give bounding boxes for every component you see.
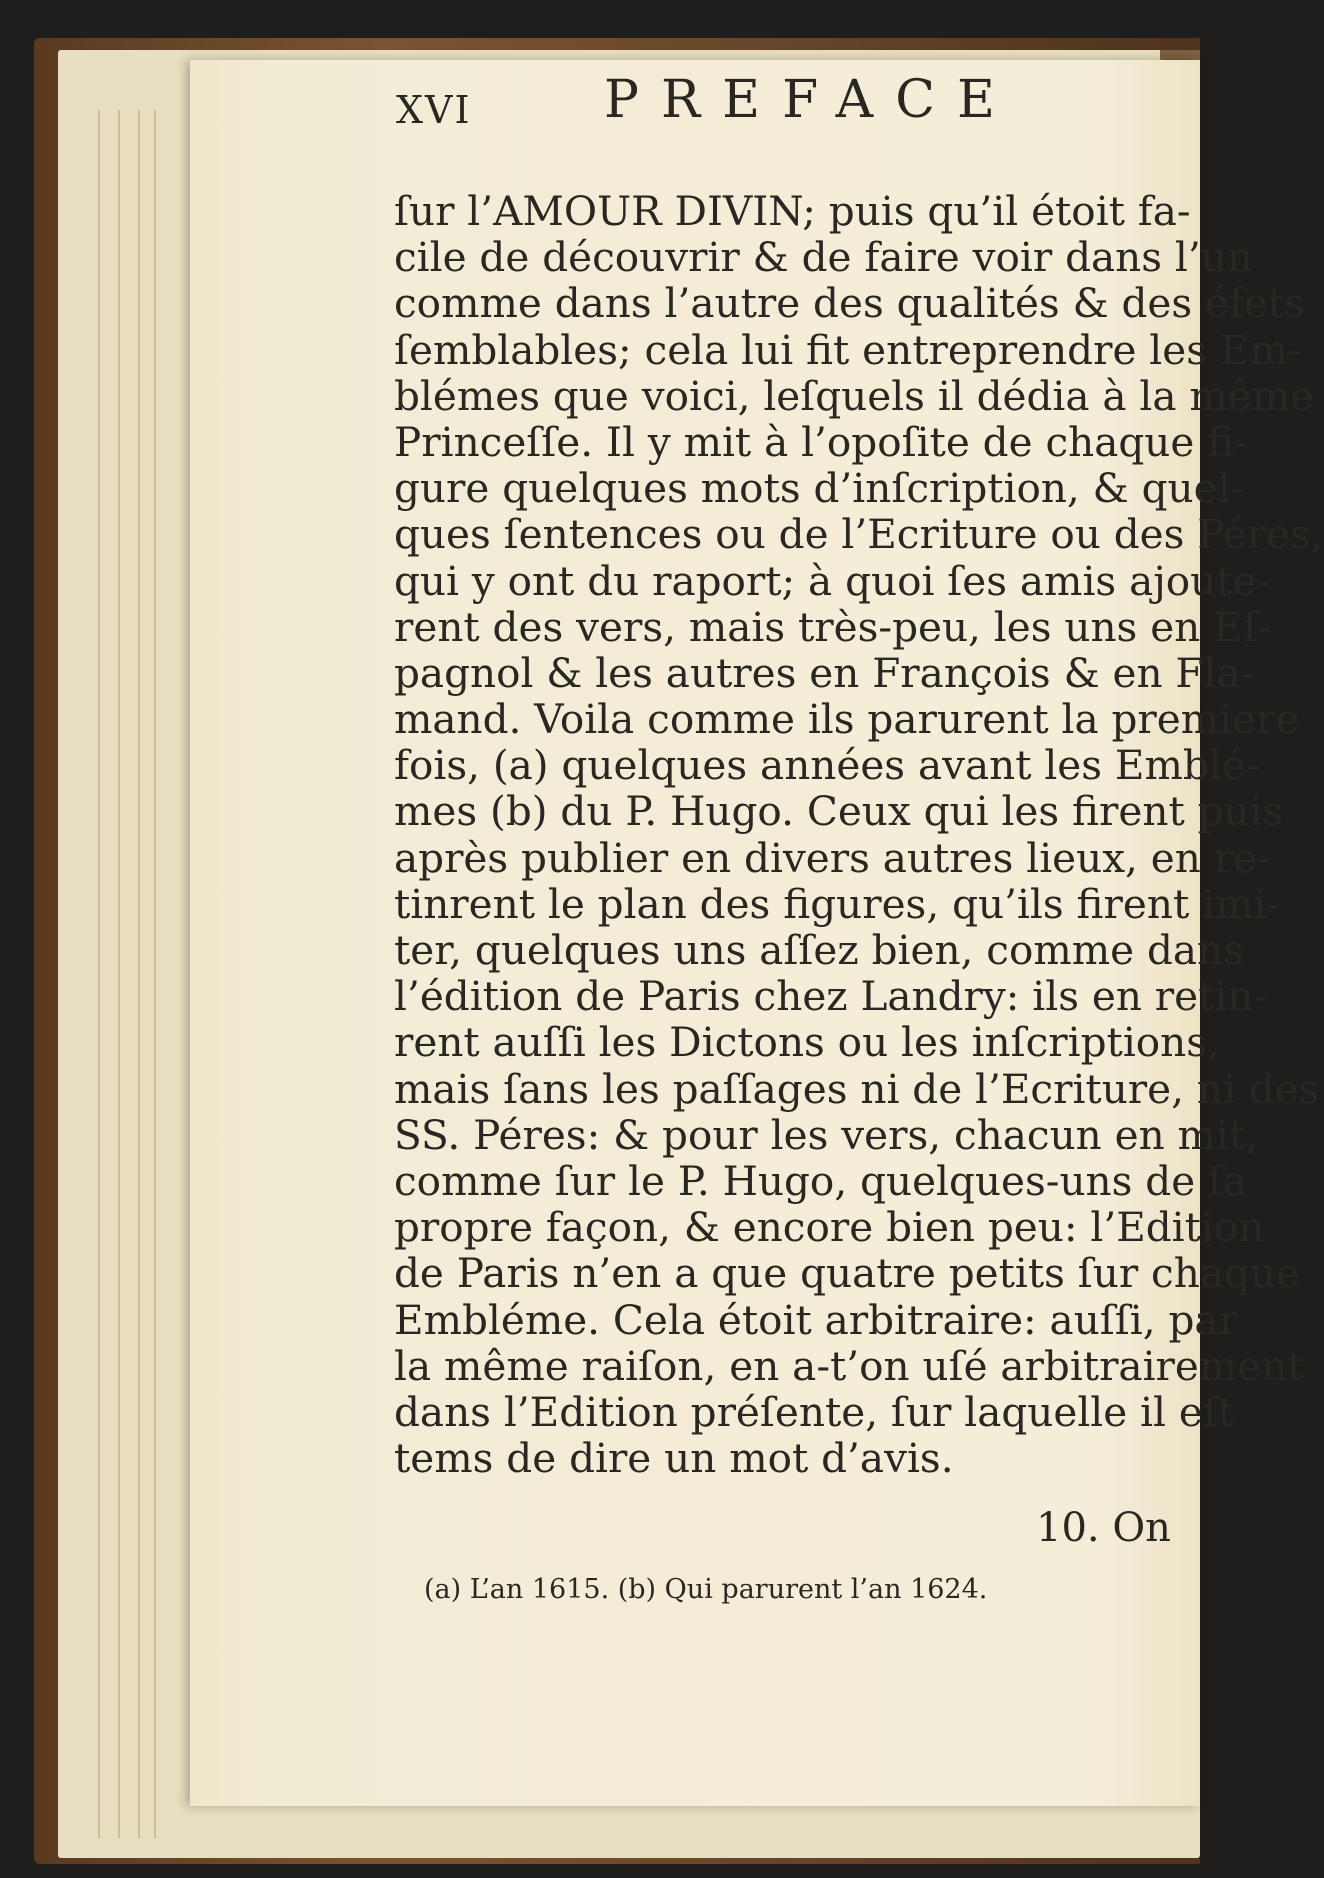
text-line: comme dans l’autre des qualités & des éfets [394,279,1306,328]
text-line: gure quelques mots d’inſcription, & quel- [394,464,1245,513]
text-line: dans l’Edition préſente, ſur laquelle il eſt [394,1387,1235,1436]
text-line: pagnol & les autres en François & en Fla- [394,648,1255,697]
body-text [394,187,1324,1483]
text-line: tinrent le plan des figures, qu’ils firent imi- [394,879,1281,928]
text-line: ques ſentences ou de l’Ecriture ou des Péres, [394,510,1324,559]
text-line: SS. Péres: & pour les vers, chacun en mit, [394,1110,1259,1159]
text-line: blémes que voici, leſquels il dédia à la même [394,371,1315,420]
text-line: Princeſſe. Il y mit à l’opoſite de chaque fi- [394,417,1248,466]
text-line: rent des vers, mais très-peu, les uns en Eſ- [394,602,1272,651]
running-title: PREFACE [604,70,1017,130]
text-line: ſemblables; cela lui fit entreprendre les Em- [394,325,1302,374]
text-line: Embléme. Cela étoit arbitraire: auſſi, par [394,1295,1238,1344]
text-line: propre façon, & encore bien peu: l’Edition [394,1203,1265,1252]
text-line: cile de découvrir & de faire voir dans l’un [394,233,1253,282]
text-line: ſur l’AMOUR DIVIN; puis qu’il étoit fa- [394,187,1191,235]
text-line: mais ſans les paſſages ni de l’Ecriture, ni des [394,1064,1320,1113]
page-number: XVI [396,88,472,132]
page-edge-line [154,110,156,1838]
text-line: de Paris n’en a que quatre petits ſur chaque [394,1249,1300,1298]
text-line: qui y ont du raport; à quoi ſes amis ajoute- [394,556,1271,605]
page-header [396,70,1176,140]
text-line: ter, quelques uns aſſez bien, comme dans [394,926,1244,974]
text-line: la même raiſon, en a-t’on uſé arbitrairement [394,1341,1304,1390]
text-line: l’édition de Paris chez Landry: ils en retin- [394,972,1268,1021]
text-line: rent auſſi les Dictons ou les inſcriptions, [394,1018,1220,1067]
text-line: fois, (a) quelques années avant les Emblé- [394,741,1260,790]
catchword: 10. On [1036,1505,1171,1551]
text-line: tems de dire un mot d’avis. [394,1434,954,1483]
text-line: mes (b) du P. Hugo. Ceux qui les firent puis [394,787,1284,836]
page-edge-line [138,110,140,1838]
page-edge-line [98,110,100,1838]
text-line: comme ſur le P. Hugo, quelques-uns de ſa [394,1156,1248,1205]
text-line: après publier en divers autres lieux, en re- [394,833,1271,882]
footnote: (a) L’an 1615. (b) Qui parurent l’an 1624. [424,1574,988,1605]
text-line: mand. Voila comme ils parurent la premiere [394,695,1300,744]
page-edge-line [118,110,120,1838]
